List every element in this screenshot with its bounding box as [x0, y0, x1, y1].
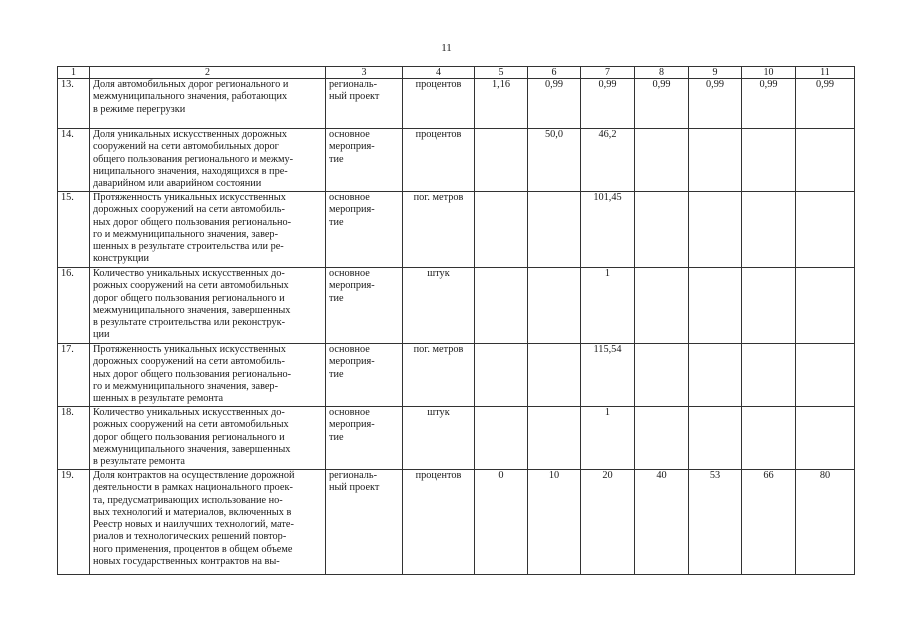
value-cell [742, 129, 796, 192]
page-number: 11 [441, 42, 452, 54]
value-cell [635, 407, 689, 470]
row-number: 19. [58, 470, 90, 575]
value-cell [742, 192, 796, 268]
indicator-line: новых государственных контрактов на вы- [93, 556, 280, 568]
indicator-line: даварийном или аварийном состоянии [93, 178, 262, 190]
indicator-name [90, 268, 326, 344]
value-cell [796, 268, 855, 344]
indicator-type [326, 129, 403, 192]
type-line: основное [329, 268, 370, 279]
value-cell [635, 192, 689, 268]
table-row [58, 192, 855, 268]
indicator-line: Доля контрактов на осуществление дорожной [93, 470, 295, 481]
indicator-line: ниципального значения, находящихся в пре- [93, 165, 288, 177]
unit-cell: пог. метров [403, 192, 475, 268]
value-cell [796, 192, 855, 268]
indicator-line: Доля автомобильных дорог регионального и [93, 79, 289, 90]
indicator-line: ции [93, 329, 110, 341]
value-cell: 0,99 [796, 79, 855, 129]
indicator-line: ных дорог общего пользования регионально- [93, 368, 292, 380]
unit-cell: процентов [403, 129, 475, 192]
type-line: региональ- [329, 79, 378, 90]
value-cell: 20 [581, 470, 635, 575]
value-cell [689, 407, 742, 470]
type-line: мероприя- [329, 141, 375, 153]
value-cell: 46,2 [581, 129, 635, 192]
indicator-line: межмуниципального значения, работающих [93, 91, 288, 103]
value-cell [689, 344, 742, 407]
value-cell: 115,54 [581, 344, 635, 407]
column-header: 10 [742, 67, 796, 79]
value-cell [689, 129, 742, 192]
value-cell [475, 407, 528, 470]
type-line: мероприя- [329, 356, 375, 368]
indicator-line: та, предусматривающих использование но- [93, 494, 283, 506]
unit-cell: штук [403, 268, 475, 344]
value-cell: 10 [528, 470, 581, 575]
type-line: основное [329, 344, 370, 355]
indicators-table [57, 66, 855, 575]
column-header: 11 [796, 67, 855, 79]
indicator-type [326, 407, 403, 470]
indicator-line: дорожных сооружений на сети автомобиль- [93, 356, 285, 368]
indicator-name [90, 470, 326, 575]
indicator-line: межмуниципального значения, завершенных [93, 304, 291, 316]
column-header: 8 [635, 67, 689, 79]
type-line: тие [329, 216, 344, 228]
type-line: основное [329, 407, 370, 418]
value-cell: 0,99 [742, 79, 796, 129]
indicator-type [326, 344, 403, 407]
indicator-line: Количество уникальных искусственных до- [93, 407, 285, 418]
unit-cell: процентов [403, 470, 475, 575]
row-number: 18. [58, 407, 90, 470]
indicator-type [326, 268, 403, 344]
value-cell [635, 344, 689, 407]
column-header: 6 [528, 67, 581, 79]
column-header: 1 [58, 67, 90, 79]
column-header: 4 [403, 67, 475, 79]
value-cell: 101,45 [581, 192, 635, 268]
value-cell: 53 [689, 470, 742, 575]
indicator-line: дорожных сооружений на сети автомобиль- [93, 204, 285, 216]
indicator-line: общего пользования регионального и межму- [93, 153, 294, 165]
column-header: 7 [581, 67, 635, 79]
table-row [58, 407, 855, 470]
value-cell [475, 344, 528, 407]
indicator-line: дорог общего пользования регионального и [93, 431, 285, 443]
indicator-line: Доля уникальных искусственных дорожных [93, 129, 288, 140]
column-header: 9 [689, 67, 742, 79]
table-header-row [58, 67, 855, 79]
indicator-line: в результате ремонта [93, 456, 185, 468]
value-cell: 1,16 [475, 79, 528, 129]
value-cell: 40 [635, 470, 689, 575]
indicator-line: Протяженность уникальных искусственных [93, 192, 286, 203]
value-cell: 66 [742, 470, 796, 575]
indicator-name [90, 407, 326, 470]
indicator-type [326, 192, 403, 268]
indicator-line: риалов и технологических решений повтор- [93, 531, 287, 543]
indicator-line: Протяженность уникальных искусственных [93, 344, 286, 355]
row-number: 13. [58, 79, 90, 129]
value-cell: 0 [475, 470, 528, 575]
indicator-name [90, 79, 326, 129]
column-header: 2 [90, 67, 326, 79]
value-cell: 0,99 [635, 79, 689, 129]
unit-cell: штук [403, 407, 475, 470]
indicator-name [90, 192, 326, 268]
value-cell [528, 192, 581, 268]
indicator-line: го и межмуниципального значения, завер- [93, 380, 279, 392]
value-cell: 1 [581, 268, 635, 344]
type-line: региональ- [329, 470, 378, 481]
indicator-type [326, 470, 403, 575]
indicator-line: го и межмуниципального значения, завер- [93, 228, 279, 240]
value-cell: 0,99 [581, 79, 635, 129]
indicator-name [90, 129, 326, 192]
column-header: 5 [475, 67, 528, 79]
indicator-line: ного применения, процентов в общем объеме [93, 543, 293, 555]
indicator-line: конструкции [93, 253, 150, 265]
indicator-line: ных дорог общего пользования региональнo- [93, 216, 292, 228]
value-cell [475, 268, 528, 344]
indicator-line: шенных в результате строительства или ре- [93, 241, 284, 253]
value-cell [742, 344, 796, 407]
type-line: тие [329, 153, 344, 165]
unit-cell: процентов [403, 79, 475, 129]
type-line: ный проект [329, 482, 380, 494]
column-header: 3 [326, 67, 403, 79]
value-cell: 0,99 [528, 79, 581, 129]
indicator-line: сооружений на сети автомобильных дорог [93, 141, 279, 153]
indicator-name [90, 344, 326, 407]
indicator-line: в результате строительства или реконструк- [93, 317, 286, 329]
value-cell [528, 344, 581, 407]
type-line: тие [329, 431, 344, 443]
table-row [58, 268, 855, 344]
value-cell [689, 268, 742, 344]
type-line: мероприя- [329, 204, 375, 216]
value-cell [635, 129, 689, 192]
indicator-line: рожных сооружений на сети автомобильных [93, 280, 289, 292]
table-row [58, 470, 855, 575]
value-cell: 50,0 [528, 129, 581, 192]
row-number: 14. [58, 129, 90, 192]
row-number: 16. [58, 268, 90, 344]
indicator-line: рожных сооружений на сети автомобильных [93, 419, 289, 431]
indicator-type [326, 79, 403, 129]
indicator-line: Реестр новых и наилучших технологий, мате- [93, 519, 294, 531]
value-cell [796, 407, 855, 470]
indicator-line: Количество уникальных искусственных до- [93, 268, 285, 279]
value-cell: 1 [581, 407, 635, 470]
row-number: 17. [58, 344, 90, 407]
value-cell [635, 268, 689, 344]
table-row [58, 344, 855, 407]
value-cell [796, 129, 855, 192]
type-line: мероприя- [329, 280, 375, 292]
value-cell [528, 268, 581, 344]
value-cell [742, 268, 796, 344]
type-line: тие [329, 292, 344, 304]
indicator-line: межмуниципального значения, завершенных [93, 443, 291, 455]
value-cell [689, 192, 742, 268]
row-number: 15. [58, 192, 90, 268]
type-line: тие [329, 368, 344, 380]
type-line: основное [329, 129, 370, 140]
value-cell [796, 344, 855, 407]
indicator-line: деятельности в рамках национального проек- [93, 482, 293, 494]
value-cell [742, 407, 796, 470]
unit-cell: пог. метров [403, 344, 475, 407]
value-cell [475, 192, 528, 268]
type-line: ный проект [329, 91, 380, 103]
type-line: мероприя- [329, 419, 375, 431]
indicator-line: в режиме перегрузки [93, 103, 186, 115]
value-cell [528, 407, 581, 470]
value-cell: 0,99 [689, 79, 742, 129]
table-row [58, 129, 855, 192]
indicator-line: вых технологий и материалов, включенных в [93, 506, 292, 518]
value-cell [475, 129, 528, 192]
table-row [58, 79, 855, 129]
value-cell: 80 [796, 470, 855, 575]
indicator-line: дорог общего пользования регионального и [93, 292, 285, 304]
type-line: основное [329, 192, 370, 203]
indicator-line: шенных в результате ремонта [93, 393, 224, 405]
